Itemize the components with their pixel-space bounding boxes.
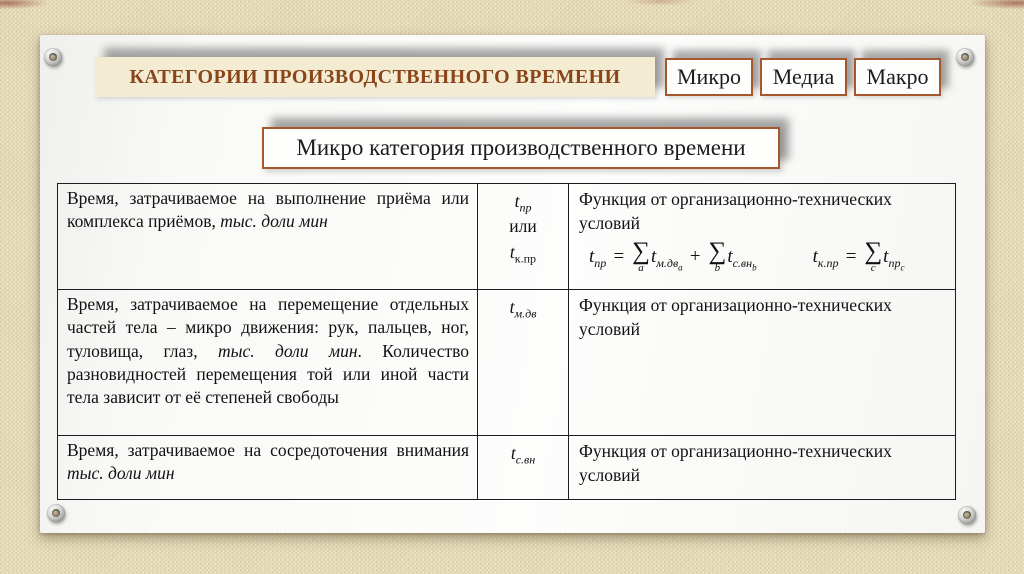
time-categories-table (57, 183, 956, 500)
section-subtitle-text: Микро категория производственного времени (296, 135, 746, 160)
sum-operator (632, 240, 650, 273)
table-row (58, 184, 956, 290)
formula-term: t (727, 245, 733, 267)
formula-lhs: t (812, 245, 818, 267)
screw-icon (956, 48, 974, 66)
formula-lhs-sub: к.пр (817, 255, 839, 270)
symbol-sub: м.дв (514, 306, 537, 321)
sum-operator (864, 240, 882, 273)
symbol-t: t (509, 241, 515, 262)
row3-description (58, 436, 478, 500)
row1-symbol (478, 184, 569, 290)
row1-function (569, 184, 956, 290)
nav-button-micro[interactable]: Микро (665, 58, 753, 96)
equals-sign: = (612, 245, 626, 267)
plus-sign: + (688, 245, 702, 267)
symbol-sub: к.пр (514, 251, 537, 266)
symbol-t: t (509, 297, 515, 317)
screw-icon (958, 506, 976, 524)
formula-lhs: t (589, 245, 595, 267)
row3-symbol (478, 436, 569, 500)
table-row (58, 436, 956, 500)
row2-function (569, 290, 956, 436)
screw-icon (47, 504, 65, 522)
row2-desc-text: Время, затрачиваемое на перемещение отдельных частей тела – микро движения: рук, пальцев, ног, туловища, глаз, (67, 294, 469, 361)
formula-term-sub: с.вн (732, 255, 753, 270)
nav-button-macro[interactable]: Макро (854, 58, 941, 96)
category-nav (665, 58, 941, 96)
row2-symbol (478, 290, 569, 436)
formula-term-idx: a (678, 261, 683, 272)
sigma-symbol: ∑ (632, 238, 650, 266)
row2-description (58, 290, 478, 436)
equals-sign: = (844, 245, 858, 267)
symbol-sub: пр (519, 200, 532, 215)
row3-function (569, 436, 956, 500)
row1-description (58, 184, 478, 290)
function-text: Функция от организационно-технических условий (579, 441, 892, 486)
formula-term: t (650, 245, 657, 267)
sigma-symbol: ∑ (864, 238, 883, 266)
sigma-symbol: ∑ (708, 238, 727, 266)
symbol-t: t (514, 191, 520, 211)
sum-index: a (638, 262, 644, 275)
row2-desc-text: . Количество разновидностей перемещения той или иной части тела зависит от её степеней свободы (67, 340, 469, 408)
formula-term-idx: c (900, 261, 905, 272)
symbol-or: или (509, 216, 537, 237)
row3-desc-unit: тыс. доли мин (67, 463, 175, 484)
row1-desc-text: Время, затрачиваемое на выполнение приёма или комплекса приёмов, (67, 188, 469, 232)
page-title (95, 57, 655, 97)
formula-term-sub: м.дв (656, 255, 679, 270)
formula-lhs-sub: пр (594, 255, 607, 270)
symbol-sub: с.вн (515, 452, 536, 467)
row2-desc-unit: тыс. доли мин (217, 340, 358, 361)
formula-term-sub: пр (888, 255, 901, 270)
screw-icon (44, 48, 62, 66)
row3-desc-text: Время, затрачиваемое на сосредоточения внимания (67, 440, 469, 460)
sum-operator (708, 240, 726, 273)
row1-desc-unit: тыс. доли мин (220, 211, 328, 232)
symbol-t: t (510, 443, 516, 463)
formula-t-kpr (813, 240, 905, 273)
sum-index: c (870, 262, 876, 275)
formulas (579, 240, 945, 273)
section-subtitle (262, 127, 780, 169)
formula-t-pr (589, 240, 757, 273)
function-text: Функция от организационно-технических условий (579, 189, 892, 234)
nav-button-media[interactable]: Медиа (760, 58, 847, 96)
formula-term: t (883, 245, 889, 267)
page-title-text: КАТЕГОРИИ ПРОИЗВОДСТВЕННОГО ВРЕМЕНИ (129, 65, 621, 88)
sum-index: b (714, 262, 721, 275)
table-row (58, 290, 956, 436)
function-text: Функция от организационно-технических условий (579, 295, 892, 340)
slide-card (40, 35, 985, 533)
formula-term-idx: b (752, 261, 757, 272)
